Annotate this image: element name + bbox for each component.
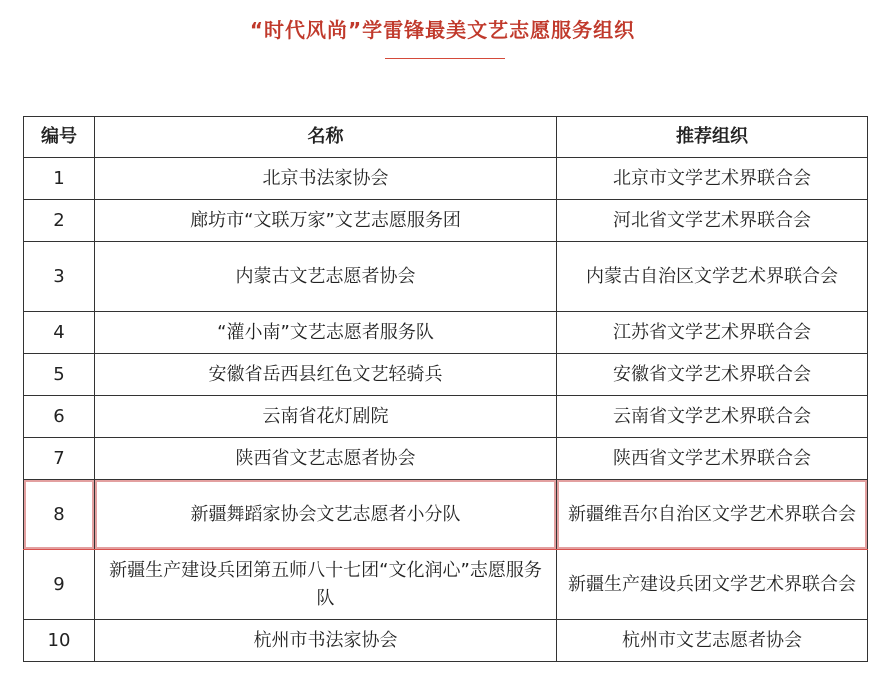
row-number: 1 xyxy=(24,158,95,200)
row-recommender: 河北省文学艺术界联合会 xyxy=(557,200,868,242)
organization-table xyxy=(23,116,868,662)
row-name: 新疆生产建设兵团第五师八十七团“文化润心”志愿服务队 xyxy=(95,550,557,620)
header-name: 名称 xyxy=(95,117,557,158)
row-number: 6 xyxy=(24,396,95,438)
table-row xyxy=(24,550,868,620)
row-number: 4 xyxy=(24,312,95,354)
row-name: 云南省花灯剧院 xyxy=(95,396,557,438)
row-recommender: 云南省文学艺术界联合会 xyxy=(557,396,868,438)
title-underline xyxy=(385,58,505,59)
table-row xyxy=(24,312,868,354)
row-name: 陕西省文艺志愿者协会 xyxy=(95,438,557,480)
table-row xyxy=(24,242,868,312)
row-number: 10 xyxy=(24,620,95,662)
row-recommender: 安徽省文学艺术界联合会 xyxy=(557,354,868,396)
row-recommender: 内蒙古自治区文学艺术界联合会 xyxy=(557,242,868,312)
row-number: 9 xyxy=(24,550,95,620)
row-name: 新疆舞蹈家协会文艺志愿者小分队 xyxy=(95,480,557,550)
row-name: “灌小南”文艺志愿者服务队 xyxy=(95,312,557,354)
row-number: 5 xyxy=(24,354,95,396)
header-recommender: 推荐组织 xyxy=(557,117,868,158)
row-number: 7 xyxy=(24,438,95,480)
row-recommender: 杭州市文艺志愿者协会 xyxy=(557,620,868,662)
table-row xyxy=(24,396,868,438)
row-number: 8 xyxy=(24,480,95,550)
page-title: “时代风尚”学雷锋最美文艺志愿服务组织 xyxy=(249,18,636,42)
table-row-highlighted xyxy=(24,480,868,550)
header-number: 编号 xyxy=(24,117,95,158)
row-name: 内蒙古文艺志愿者协会 xyxy=(95,242,557,312)
table-row xyxy=(24,158,868,200)
table-row xyxy=(24,620,868,662)
table-row xyxy=(24,200,868,242)
table-row xyxy=(24,354,868,396)
row-name: 安徽省岳西县红色文艺轻骑兵 xyxy=(95,354,557,396)
row-name: 杭州市书法家协会 xyxy=(95,620,557,662)
row-number: 2 xyxy=(24,200,95,242)
row-recommender: 江苏省文学艺术界联合会 xyxy=(557,312,868,354)
table-header-row xyxy=(24,117,868,158)
row-number: 3 xyxy=(24,242,95,312)
row-recommender: 新疆生产建设兵团文学艺术界联合会 xyxy=(557,550,868,620)
row-name: 廊坊市“文联万家”文艺志愿服务团 xyxy=(95,200,557,242)
table-row xyxy=(24,438,868,480)
row-name: 北京书法家协会 xyxy=(95,158,557,200)
row-recommender: 北京市文学艺术界联合会 xyxy=(557,158,868,200)
row-recommender: 陕西省文学艺术界联合会 xyxy=(557,438,868,480)
row-recommender: 新疆维吾尔自治区文学艺术界联合会 xyxy=(557,480,868,550)
